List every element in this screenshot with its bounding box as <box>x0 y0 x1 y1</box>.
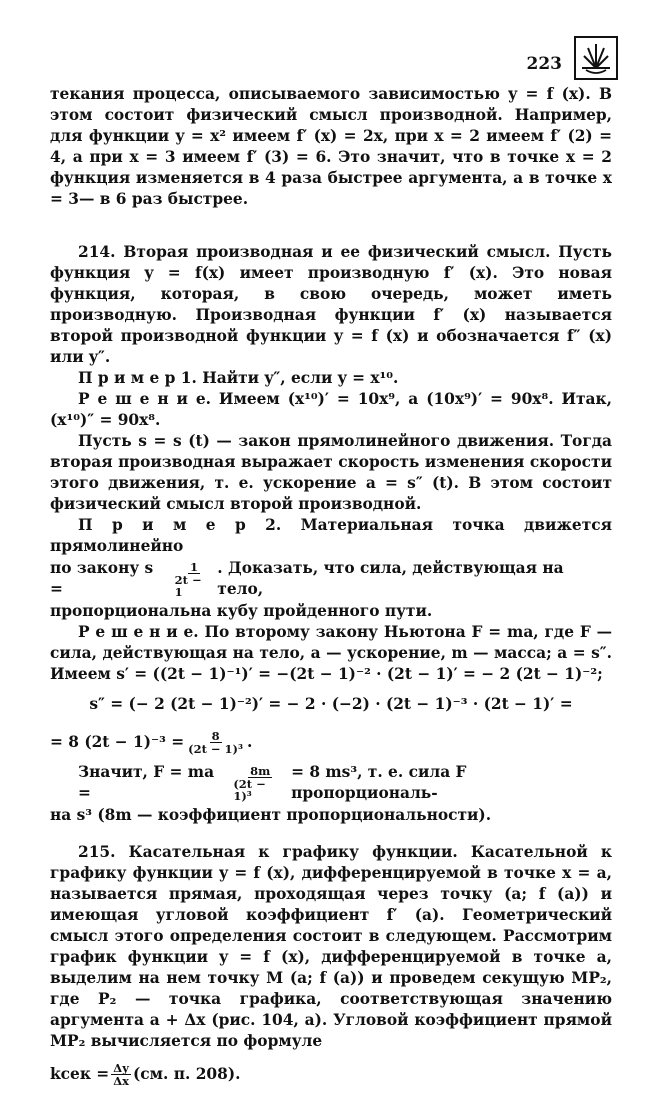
fraction: $\frac{1}{2t - 1}$ <box>174 559 202 599</box>
book-emblem-icon <box>574 36 618 80</box>
equation-second-derivative: s″ = (− 2 (2t − 1)⁻²)′ = − 2 · (−2) · (2t − 1)⁻³ · (2t − 1)′ = <box>89 694 573 713</box>
fraction: $\frac{\Delta y}{\Delta x}$ <box>113 1060 129 1088</box>
paragraph-motion: Пусть s = s (t) — закон прямолинейного движения. Тогда вторая производная выражает скорость изменения скорости этого движения, т. е. ускорение a = s″ (t). В этом состоит физический смысл второй производной. <box>50 432 612 513</box>
page-header <box>527 30 619 80</box>
solution-1: Р е ш е н и е. Имеем (x¹⁰)′ = 10x⁹, а (10x⁹)′ = 90x⁸. Итак, (x¹⁰)″ = 90x⁸. <box>50 390 612 429</box>
example-2-line3: пропорциональна кубу пройденного пути. <box>50 602 433 620</box>
conclusion-line1: Значит, F = ma = $\frac{8m}{\text{(2t − 1)³}}$ = 8 ms³, т. е. сила F пропорциональ- <box>78 763 467 803</box>
conclusion-line2: на s³ (8m — коэффициент пропорциональности). <box>50 806 492 824</box>
example-2-line1: П р и м е р 2. Материальная точка движется прямолинейно <box>50 516 612 555</box>
paragraph-continuation: текания процесса, описываемого зависимостью y = f (x). В этом состоит физический смысл производной. Например, для функции y = x² имеем f′ (x) = 2x, при x = 2 имеем f′ (2) = 4, а при x = 3 имеем f′ (3) = 6. Это значит, что в точке x = 2 функция изменяется в 4 раза быстрее аргумента, а в точке x = 3— в 6 раз быстрее. <box>50 85 612 208</box>
example-2-line2: по закону s = $\frac{1}{2t - 1}$ . Доказать, что сила, действующая на тело, <box>50 559 564 599</box>
section-214: 214. Вторая производная и ее физический смысл. Пусть функция y = f(x) имеет производную f′ (x). Это новая функция, которая, в свою очередь, может иметь производную. Производная функции f′ (x) называется второй производной функции y = f (x) и обозначается f″ (x) или y″. <box>50 243 612 366</box>
main-text <box>50 84 612 1096</box>
fraction: $\frac{8m}{\text{(2t − 1)³}}$ <box>233 763 271 803</box>
equation-result: = 8 (2t − 1)⁻³ = $\frac{8}{\text{(2t − 1)³}}$ . <box>50 728 253 756</box>
section-215: 215. Касательная к графику функции. Касательной к графику функции y = f (x), дифференцируемой в точке x = a, называется прямая, проходящая через точку (a; f (a)) и имеющая угловой коэффициент f′ (a). Геометрический смысл этого определения состоит в следующем. Рассмотрим график функции y = f (x), дифференцируемой в точке a, выделим на нем точку M (a; f (a)) и проведем секущую MP₂, где P₂ — точка графика, соответствующая значению аргумента a + Δx (рис. 104, a). Угловой коэффициент прямой MP₂ вычисляется по формуле <box>50 843 612 1050</box>
example-1: П р и м е р 1. Найти y″, если y = x¹⁰. <box>78 369 399 387</box>
fraction: $\frac{8}{\text{(2t − 1)³}}$ <box>188 728 244 756</box>
solution-2: Р е ш е н и е. По второму закону Ньютона F = ma, где F — сила, действующая на тело, a — ускорение, m — масса; a = s″. Имеем s′ = ((2t − 1)⁻¹)′ = −(2t − 1)⁻² · (2t − 1)′ = − 2 (2t − 1)⁻²; <box>50 623 612 683</box>
secant-slope-formula: kсек = $\frac{\Delta y}{\Delta x}$ (см. п. 208). <box>50 1060 241 1088</box>
page-number: 223 <box>526 54 562 74</box>
